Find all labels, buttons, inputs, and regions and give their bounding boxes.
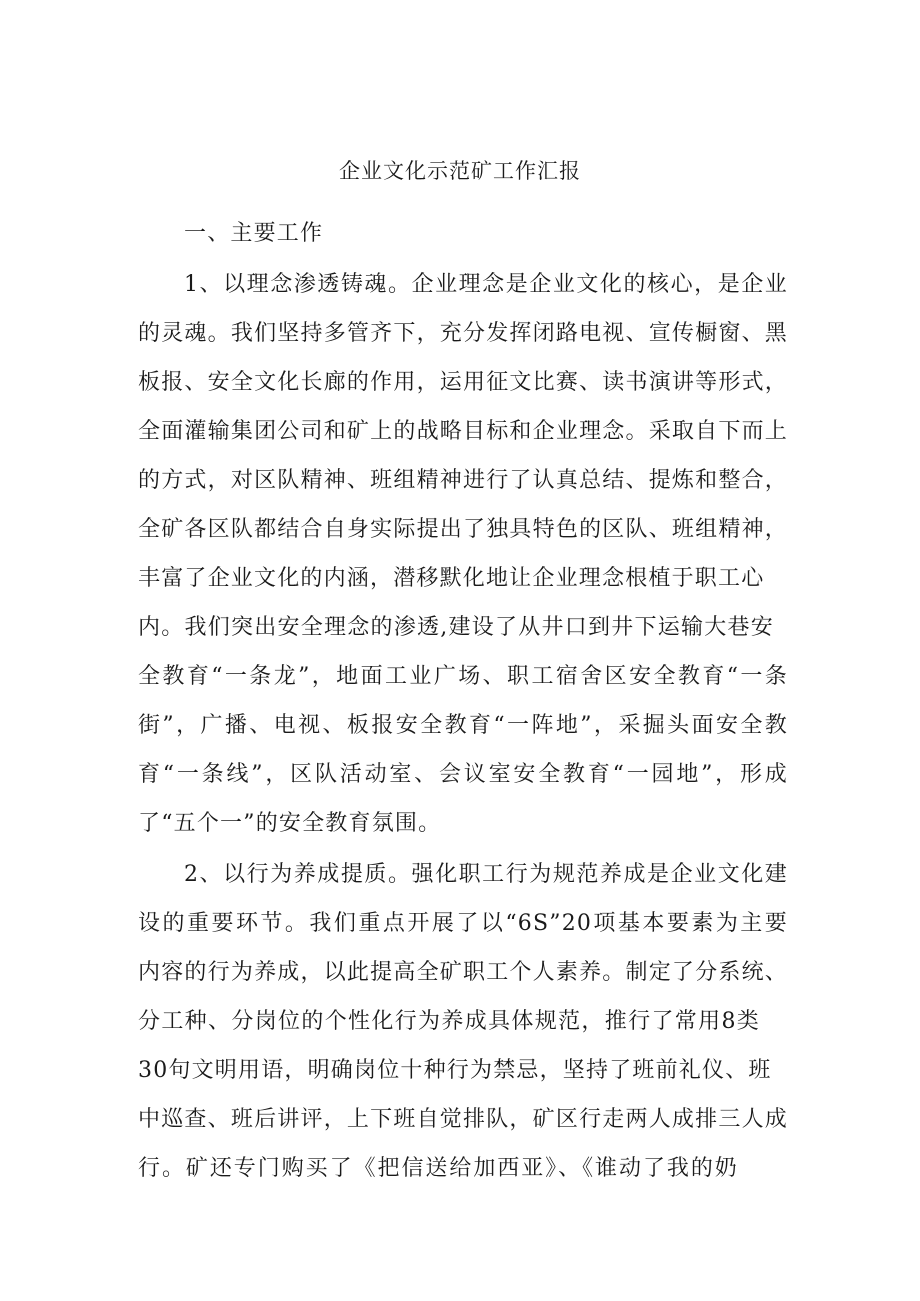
paragraph-1-line-8: 内。我们突出安全理念的渗透,建设了从井口到井下运输大巷安 <box>138 615 774 640</box>
paragraph-1-line-1: 1、以理念渗透铸魂。企业理念是企业文化的核心，是企业 <box>184 272 788 297</box>
paragraph-2-line-1: 2、以行为养成提质。强化职工行为规范养成是企业文化建 <box>184 862 788 887</box>
paragraph-2-line-3: 内容的行为养成，以此提高全矿职工个人素养。制定了分系统、 <box>138 960 788 985</box>
paragraph-2-line-7: 行。矿还专门购买了《把信送给加西亚》、《谁动了我的奶 <box>138 1156 738 1181</box>
section-heading: 一、主要工作 <box>184 221 324 246</box>
paragraph-1-line-11: 育“一条线”，区队活动室、会议室安全教育“一园地”，形成 <box>138 762 788 787</box>
paragraph-1-line-12: 了“五个一”的安全教育氛围。 <box>138 811 442 836</box>
paragraph-2-line-2: 设的重要环节。我们重点开展了以“6S”20项基本要素为主要 <box>138 911 788 936</box>
paragraph-1-line-2: 的灵魂。我们坚持多管齐下，充分发挥闭路电视、宣传橱窗、黑 <box>138 321 788 346</box>
document-title: 企业文化示范矿工作汇报 <box>339 159 581 183</box>
paragraph-2-line-4: 分工种、分岗位的个性化行为养成具体规范，推行了常用8类 <box>138 1009 760 1034</box>
paragraph-1-line-9: 全教育“一条龙”，地面工业广场、职工宿舍区安全教育“一条 <box>138 664 788 689</box>
paragraph-1-line-4: 全面灌输集团公司和矿上的战略目标和企业理念。采取自下而上 <box>138 419 788 444</box>
paragraph-1-line-3: 板报、安全文化长廊的作用，运用征文比赛、读书演讲等形式， <box>138 370 788 395</box>
paragraph-1-line-10: 街”，广播、电视、板报安全教育“一阵地”，采掘头面安全教 <box>138 713 788 738</box>
paragraph-1-line-7: 丰富了企业文化的内涵，潜移默化地让企业理念根植于职工心 <box>138 566 765 591</box>
paragraph-1-line-6: 全矿各区队都结合自身实际提出了独具特色的区队、班组精神， <box>138 517 788 542</box>
paragraph-1-line-5: 的方式，对区队精神、班组精神进行了认真总结、提炼和整合， <box>138 468 788 493</box>
paragraph-2-line-5: 30句文明用语，明确岗位十种行为禁忌，坚持了班前礼仪、班 <box>138 1058 772 1083</box>
paragraph-2-line-6: 中巡查、班后讲评，上下班自觉排队，矿区行走两人成排三人成 <box>138 1107 788 1132</box>
